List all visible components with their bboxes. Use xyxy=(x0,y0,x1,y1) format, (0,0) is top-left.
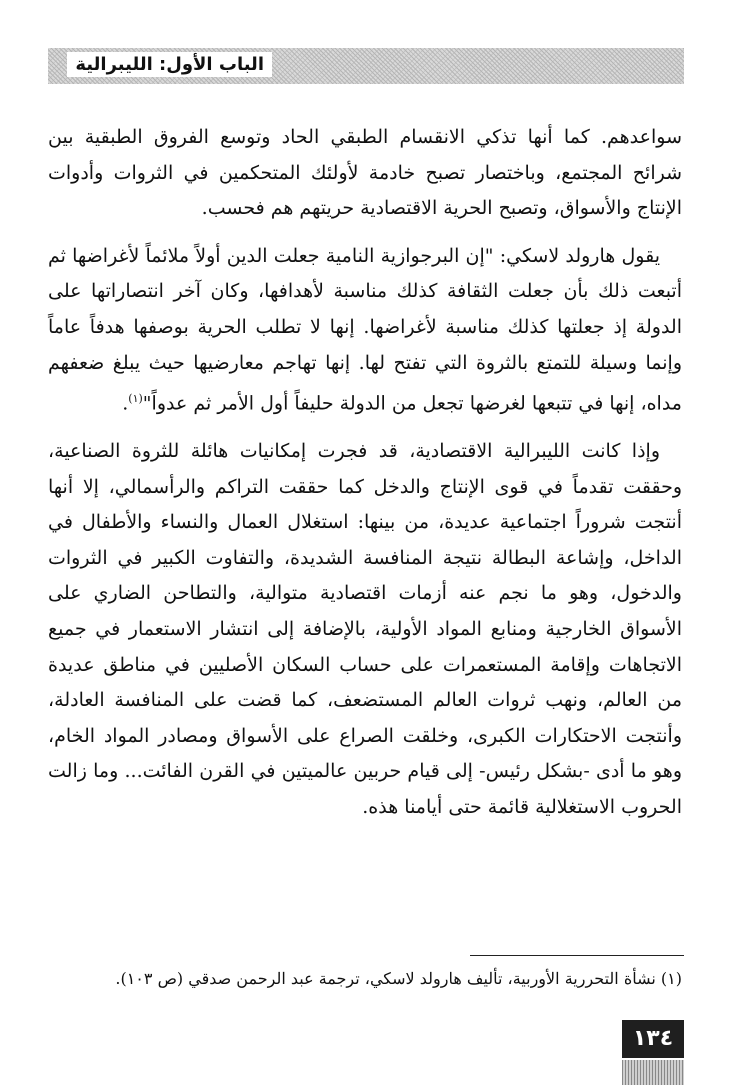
page-number-band xyxy=(622,1060,684,1085)
chapter-title: الباب الأول: الليبرالية xyxy=(67,52,272,77)
paragraph-2: يقول هارولد لاسكي: "إن البرجوازية النامية جعلت الدين أولاً ملائماً لأغراضها ثم أتبعت ذلك بأن جعلت الثقافة كذلك مناسبة لأهدافها، وكان آخر انتصاراتها على الدولة إذ جعلتها كذلك مناسبة لأغراضها. إنها لا تطلب الحرية بوصفها هدفاً عاماً وإنما وسيلة للتمتع بالثروة التي تفتح لها. إنها تهاجم معارضيها حيث يبلغ ضعفهم مداه، إنها في تتبعها لغرضها تجعل من الدولة حليفاً أول الأمر ثم عدواً"$^{(١)}$. xyxy=(48,244,682,415)
footnote-divider xyxy=(470,955,684,956)
paragraph-1 xyxy=(48,120,682,227)
paragraph-3 xyxy=(48,434,682,826)
footnote: (١) نشأة التحررية الأوربية، تأليف هارولد لاسكي، ترجمة عبد الرحمن صدقي (ص ١٠٣). xyxy=(115,969,682,988)
paragraph-1-text: سواعدهم. كما أنها تذكي الانقسام الطبقي الحاد وتوسع الفروق الطبقية بين شرائح المجتمع، وباختصار تصبح خادمة لأولئك المتحكمين في الثروات وأدوات الإنتاج والأسواق، وتصبح الحرية الاقتصادية حريتهم هم فحسب. xyxy=(48,126,682,220)
main-text xyxy=(48,120,682,826)
paragraph-2-text: يقول هارولد لاسكي: "إن البرجوازية النامية جعلت الدين أولاً ملائماً لأغراضها ثم أتبعت ذلك بأن جعلت الثقافة كذلك مناسبة لأهدافها، وكان آخر انتصاراتها على الدولة إذ جعلتها كذلك مناسبة لأغراضها. إنها لا تطلب الحرية بوصفها هدفاً عاماً وإنما وسيلة للتمتع بالثروة التي تفتح لها. إنها تهاجم معارضيها حيث يبلغ ضعفهم مداه، إنها في تتبعها لغرضها تجعل من الدولة حليفاً أول الأمر ثم عدواً" xyxy=(48,244,682,415)
page-number: ١٣٤ xyxy=(622,1020,684,1058)
footnote-reference[interactable]: (١) xyxy=(128,392,143,406)
paragraph-3-text: وإذا كانت الليبرالية الاقتصادية، قد فجرت إمكانيات هائلة للثروة الصناعية، وحققت تقدماً في قوى الإنتاج والدخل كما حققت التراكم والرأسمالي، إلا أنها أنتجت شروراً اجتماعية عديدة، من بينها: استغلال العمال والنساء والأطفال في الداخل، وإشاعة البطالة نتيجة المنافسة الشديدة، والتفاوت الكبير في الثروات والدخول، وهو ما نجم عنه أزمات اقتصادية متوالية، والتطاحن الضاري على الأسواق الخارجية ومنابع المواد الأولية، بالإضافة إلى انتشار الاستعمار في جميع الاتجاهات وإقامة المستعمرات على حساب السكان الأصليين في مناطق عديدة من العالم، ونهب ثروات العالم المستضعف، كما قضت على المنافسة العادلة، وأنتجت الاحتكارات الكبرى، وخلقت الصراع على الأسواق ومصادر المواد الخام، وهو ما أدى -بشكل رئيس- إلى قيام حربين عالميتين في القرن الفائت... وما زالت الحروب الاستغلالية قائمة حتى أيامنا هذه. xyxy=(48,440,682,819)
